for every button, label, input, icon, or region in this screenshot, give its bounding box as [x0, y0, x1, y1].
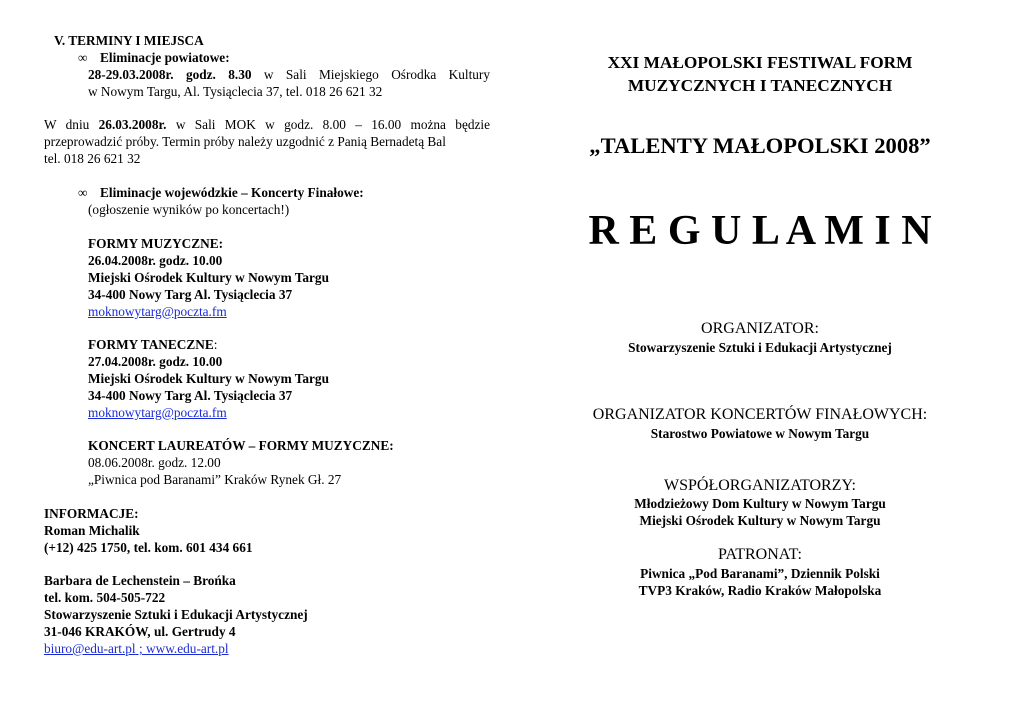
results-note: (ogłoszenie wyników po koncertach!) — [88, 202, 290, 217]
powiatowe-date-line: 28-29.03.2008r. godz. 8.30 w Sali Miejskiego Ośrodka Kultury — [88, 67, 490, 82]
info-contact1-phone: (+12) 425 1750, tel. kom. 601 434 661 — [44, 540, 253, 555]
patronage-line2: TVP3 Kraków, Radio Kraków Małopolska — [638, 583, 882, 598]
main-title: R E G U L A M I N — [588, 208, 932, 254]
bullet-powiatowe — [78, 50, 230, 67]
dance-venue: Miejski Ośrodek Kultury w Nowym Targu — [88, 371, 329, 386]
dance-heading: FORMY TANECZNE: — [88, 337, 218, 352]
final-organizer-value: Starostwo Powiatowe w Nowym Targu — [650, 426, 870, 441]
rehearsal-line1: W dniu 26.03.2008r. w Sali MOK w godz. 8.00 – 16.00 można będzie — [44, 117, 490, 132]
info-address: 31-046 KRAKÓW, ul. Gertrudy 4 — [44, 624, 236, 639]
infinity-bullet-icon: ∞ — [78, 185, 88, 200]
music-email-link[interactable]: moknowytarg@poczta.fm — [88, 304, 227, 319]
dance-date: 27.04.2008r. godz. 10.00 — [88, 354, 223, 369]
laureates-venue: „Piwnica pod Baranami” Kraków Rynek Gł. 27 — [88, 472, 342, 487]
info-heading: INFORMACJE: — [44, 506, 139, 521]
coorganizers-label: WSPÓŁORGANIZATORZY: — [663, 477, 856, 494]
info-contact2-name: Barbara de Lechenstein – Brońka — [44, 573, 236, 588]
bullet-wojewodzkie — [78, 185, 364, 202]
organizer-value: Stowarzyszenie Sztuki i Edukacji Artystycznej — [628, 340, 892, 355]
festival-subtitle: „TALENTY MAŁOPOLSKI 2008” — [589, 133, 931, 158]
infinity-bullet-icon: ∞ — [78, 50, 88, 65]
section-title: V. TERMINY I MIEJSCA — [54, 33, 204, 48]
laureates-heading: KONCERT LAUREATÓW – FORMY MUZYCZNE: — [88, 438, 394, 453]
organizer-label: ORGANIZATOR: — [701, 320, 819, 337]
dance-address: 34-400 Nowy Targ Al. Tysiąclecia 37 — [88, 388, 293, 403]
final-organizer-label: ORGANIZATOR KONCERTÓW FINAŁOWYCH: — [592, 406, 928, 423]
festival-title-line2: MUZYCZNYCH I TANECZNYCH — [627, 76, 893, 95]
info-contact2-phone: tel. kom. 504-505-722 — [44, 590, 166, 605]
patronage-label: PATRONAT: — [718, 546, 802, 563]
laureates-date: 08.06.2008r. godz. 12.00 — [88, 455, 221, 470]
bullet-wojewodzkie-title: Eliminacje wojewódzkie – Koncerty Finałowe: — [100, 185, 364, 200]
info-website-link[interactable]: www.edu-art.pl — [145, 641, 229, 656]
info-organization: Stowarzyszenie Sztuki i Edukacji Artystycznej — [44, 607, 308, 622]
rehearsal-line3: tel. 018 26 621 32 — [44, 151, 141, 166]
music-heading: FORMY MUZYCZNE: — [88, 236, 224, 251]
bullet-powiatowe-title: Eliminacje powiatowe: — [100, 50, 230, 65]
music-venue: Miejski Ośrodek Kultury w Nowym Targu — [88, 270, 329, 285]
patronage-line1: Piwnica „Pod Baranami”, Dziennik Polski — [640, 566, 880, 581]
music-date: 26.04.2008r. godz. 10.00 — [88, 253, 223, 268]
powiatowe-address: w Nowym Targu, Al. Tysiąclecia 37, tel. 018 26 621 32 — [88, 84, 383, 99]
dance-email-link[interactable]: moknowytarg@poczta.fm — [88, 405, 227, 420]
info-links — [44, 641, 229, 658]
info-contact1-name: Roman Michalik — [44, 523, 140, 538]
festival-title-line1: XXI MAŁOPOLSKI FESTIWAL FORM — [607, 53, 913, 72]
music-address: 34-400 Nowy Targ Al. Tysiąclecia 37 — [88, 287, 293, 302]
coorganizer-2: Miejski Ośrodek Kultury w Nowym Targu — [639, 513, 881, 528]
info-email-link[interactable]: biuro@edu-art.pl — [44, 641, 136, 656]
rehearsal-line2: przeprowadzić próby. Termin próby należy uzgodnić z Panią Bernadetą Bal — [44, 134, 446, 149]
info-separator: ; — [135, 641, 146, 656]
coorganizer-1: Młodzieżowy Dom Kultury w Nowym Targu — [634, 496, 886, 511]
